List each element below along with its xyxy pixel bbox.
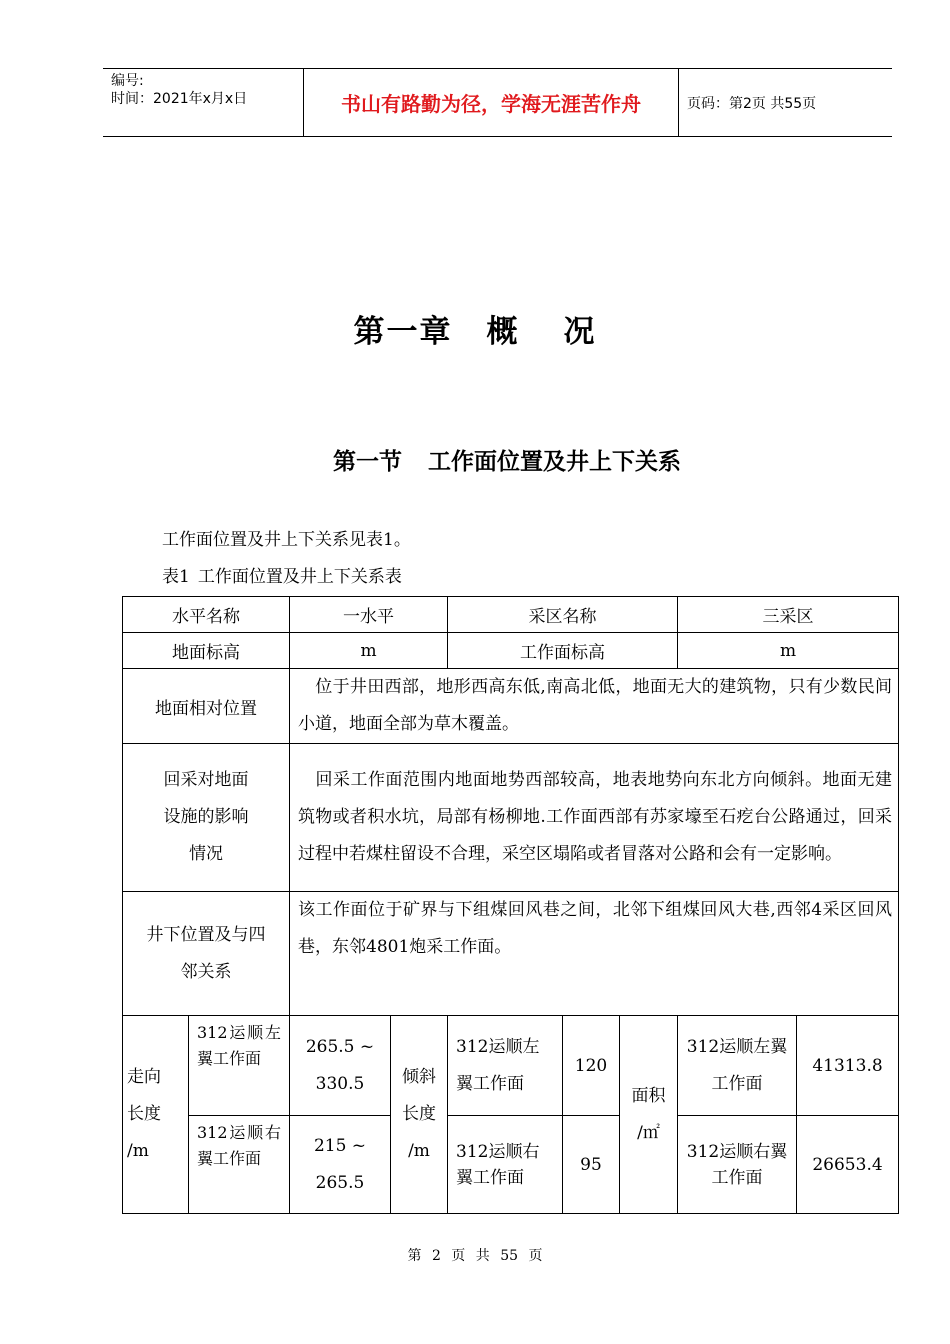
cell-dip-left-value: 120	[563, 1016, 620, 1116]
strike-label-line: /m	[127, 1141, 149, 1161]
table-row	[123, 633, 899, 669]
strike-label-line: 长度	[127, 1104, 161, 1124]
header-meta-cell	[103, 69, 304, 136]
table-row	[123, 892, 899, 1016]
cell-dip-left-face: 312运顺左翼工作面	[448, 1016, 563, 1116]
cell-surface-position-label: 地面相对位置	[123, 669, 290, 744]
serial-label: 编号:	[111, 73, 144, 89]
impact-label-line: 设施的影响	[163, 807, 249, 827]
cell-strike-left-face: 312运顺左翼工作面	[189, 1016, 290, 1116]
header-page-info: 页码：第2页 共55页	[687, 95, 817, 112]
table-row	[123, 1116, 899, 1214]
impact-label-line: 回采对地面	[163, 770, 249, 790]
table-caption-title: 工作面位置及井上下关系表	[197, 567, 402, 587]
intro-paragraph: 工作面位置及井上下关系见表1。	[162, 530, 411, 550]
cell-underground-label	[123, 892, 290, 1016]
chapter-word-1: 概	[486, 314, 520, 350]
dip-label-line: 倾斜	[402, 1067, 436, 1087]
strike-label-line: 走向	[127, 1067, 161, 1087]
impact-label-line: 情况	[189, 844, 223, 864]
cell-level-name-value: 一水平	[290, 597, 448, 633]
underground-label-line: 井下位置及与四	[146, 924, 266, 945]
cell-face-elevation-label: 工作面标高	[448, 633, 678, 669]
underground-text: 该工作面位于矿界与下组煤回风巷之间，北邻下组煤回风大巷,西邻4采区回风巷，东邻4801炮采工作面。	[298, 900, 893, 957]
dip-label-line: /m	[408, 1141, 430, 1161]
chapter-number: 第一章	[353, 314, 453, 350]
cell-impact-label	[123, 744, 290, 892]
cell-strike-right-value: 215 ~ 265.5	[290, 1116, 391, 1214]
cell-area-left-value: 41313.8	[797, 1016, 899, 1116]
section-title	[333, 443, 681, 476]
cell-surface-elevation-label: 地面标高	[123, 633, 290, 669]
cell-strike-length-label	[123, 1016, 189, 1214]
cell-area-label	[620, 1016, 678, 1214]
table-row	[123, 597, 899, 633]
table-row	[123, 744, 899, 892]
header-motto: 书山有路勤为径，学海无涯苦作舟	[304, 69, 679, 136]
page-footer: 第 2 页 共 55 页	[407, 1248, 543, 1264]
area-label-line: /㎡	[637, 1122, 660, 1143]
page-header	[103, 68, 892, 137]
table-row	[123, 1016, 899, 1116]
cell-dip-right-face: 312运顺右翼工作面	[448, 1116, 563, 1214]
cell-area-right-face: 312运顺右翼工作面	[678, 1116, 797, 1214]
table-row	[123, 669, 899, 744]
section-number: 第一节	[333, 449, 402, 475]
cell-dip-length-label	[391, 1016, 448, 1214]
cell-area-right-value: 26653.4	[797, 1116, 899, 1214]
cell-strike-right-face: 312运顺右翼工作面	[189, 1116, 290, 1214]
surface-position-text: 位于井田西部，地形西高东低,南高北低，地面无大的建筑物，只有少数民间小道，地面全部为草木覆盖。	[298, 677, 893, 734]
underground-label-line: 邻关系	[180, 961, 232, 982]
cell-face-elevation-value: m	[678, 633, 899, 669]
cell-strike-left-value: 265.5 ~ 330.5	[290, 1016, 391, 1116]
table-caption-label: 表1	[162, 567, 190, 587]
cell-underground-text	[290, 892, 899, 1016]
cell-impact-text	[290, 744, 899, 892]
cell-dip-right-value: 95	[563, 1116, 620, 1214]
area-label-line: 面积	[631, 1085, 666, 1106]
cell-area-left-face: 312运顺左翼工作面	[678, 1016, 797, 1116]
cell-district-name-label: 采区名称	[448, 597, 678, 633]
cell-level-name-label: 水平名称	[123, 597, 290, 633]
cell-district-name-value: 三采区	[678, 597, 899, 633]
cell-surface-elevation-value: m	[290, 633, 448, 669]
dip-label-line: 长度	[402, 1104, 436, 1124]
chapter-word-2: 况	[563, 314, 597, 350]
location-table	[122, 596, 899, 1214]
cell-surface-position-text	[290, 669, 899, 744]
section-name: 工作面位置及井上下关系	[428, 449, 681, 475]
chapter-title	[0, 306, 950, 351]
date-label: 时间：2021年x月x日	[111, 91, 248, 107]
table-caption	[162, 562, 402, 587]
impact-text: 回采工作面范围内地面地势西部较高，地表地势向东北方向倾斜。地面无建筑物或者积水坑，局部有杨柳地.工作面西部有苏家壕至石疙台公路通过，回采过程中若煤柱留设不合理，采空区塌陷或者冒落对公路和会有一定影响。	[298, 770, 893, 864]
